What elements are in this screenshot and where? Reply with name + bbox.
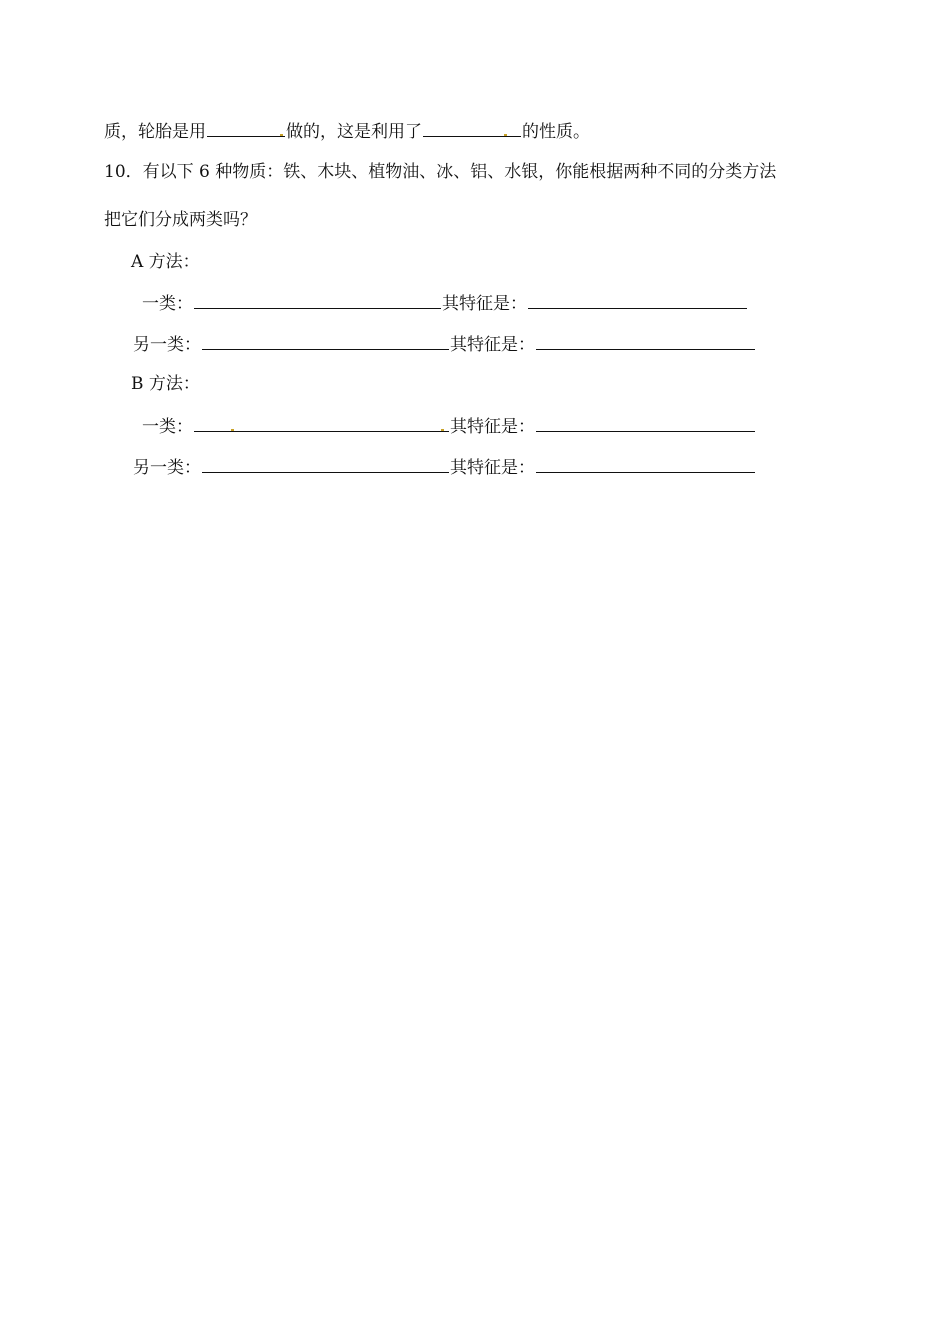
class-label: 另一类： <box>133 335 201 355</box>
class-label: 一类： <box>142 417 193 437</box>
class-answer-blank[interactable] <box>202 331 449 350</box>
tire-question-line <box>104 118 590 142</box>
method-title: B 方法： <box>131 374 200 394</box>
class-answer-blank[interactable] <box>194 290 441 309</box>
feature-label: 其特征是： <box>450 335 535 355</box>
feature-answer-blank[interactable] <box>528 290 747 309</box>
method-a-title <box>131 250 200 274</box>
method-b-class-2 <box>133 454 756 478</box>
question-10-line-1 <box>104 160 776 184</box>
question-10-line-2 <box>104 208 257 232</box>
class-label: 另一类： <box>133 458 201 478</box>
method-b-class-1 <box>142 413 756 437</box>
question-text: 把它们分成两类吗？ <box>104 210 257 230</box>
answer-blank[interactable] <box>277 118 285 137</box>
feature-label: 其特征是： <box>442 294 527 314</box>
feature-answer-blank[interactable] <box>536 454 755 473</box>
class-answer-blank[interactable] <box>231 413 441 432</box>
class-answer-blank[interactable] <box>194 413 231 432</box>
class-answer-blank[interactable] <box>202 454 449 473</box>
text-segment: 质，轮胎是用 <box>104 122 206 142</box>
method-b-title <box>131 372 200 396</box>
method-title: A 方法： <box>131 252 200 272</box>
answer-blank[interactable] <box>423 118 503 137</box>
method-a-class-2 <box>133 331 756 355</box>
feature-label: 其特征是： <box>450 417 535 437</box>
feature-answer-blank[interactable] <box>536 331 755 350</box>
class-answer-blank[interactable] <box>441 413 449 432</box>
answer-blank[interactable] <box>503 118 521 137</box>
text-segment: 做的，这是利用了 <box>286 122 422 142</box>
feature-answer-blank[interactable] <box>536 413 755 432</box>
question-text: 10．有以下 6 种物质：铁、木块、植物油、冰、铝、水银，你能根据两种不同的分类方法 <box>104 162 777 182</box>
method-a-class-1 <box>142 290 748 314</box>
text-segment: 的性质。 <box>522 122 590 142</box>
feature-label: 其特征是： <box>450 458 535 478</box>
answer-blank[interactable] <box>207 118 277 137</box>
class-label: 一类： <box>142 294 193 314</box>
